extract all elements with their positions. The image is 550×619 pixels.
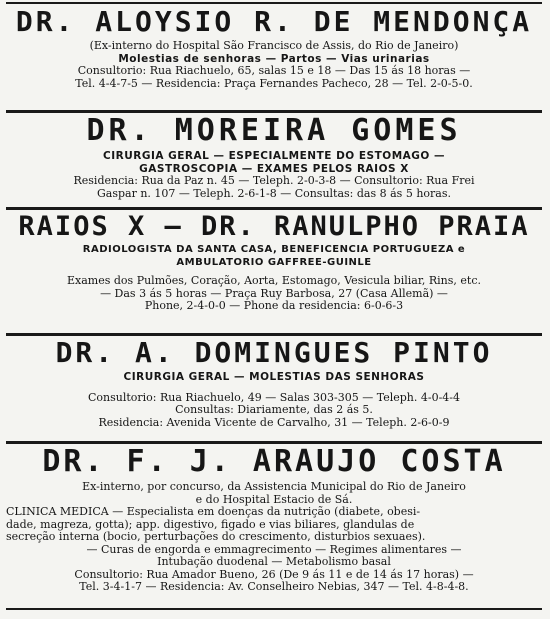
ad-line: Residencia: Avenida Vicente de Carvalho, 31 — Teleph. 2-6-0-9 [98, 415, 450, 429]
ad-line: CIRURGIA GERAL — ESPECIALMENTE DO ESTOMAGO — [103, 150, 445, 162]
divider [6, 608, 542, 610]
ad-title: RAIOS X — DR. RANULPHO PRAIA [18, 211, 530, 242]
ad-line: Tel. 3-4-1-7 — Residencia: Av. Conselheiro Nebias, 347 — Tel. 4-8-4-8. [79, 580, 469, 593]
ad-line: AMBULATORIO GAFFREE-GUINLE [176, 256, 372, 268]
ad-line: Consultorio: Rua Amador Bueno, 26 (De 9 ás 11 e de 14 ás 17 horas) — [74, 567, 474, 581]
ad-line: Phone, 2-4-0-0 — Phone da residencia: 6-0-6-3 [144, 299, 404, 312]
ad-title: DR. F. J. ARAUJO COSTA [42, 444, 506, 479]
ad-line: secreção interna (bocio, perturbações do crescimento, disturbios sexuaes). [6, 530, 426, 543]
ad-line: GASTROSCOPIA — EXAMES PELOS RAIOS X [139, 162, 409, 175]
ad-title: DR. ALOYSIO R. DE MENDONÇA [15, 5, 533, 38]
ad-line: (Ex-interno do Hospital São Francisco de Assis, do Rio de Janeiro) [89, 39, 459, 52]
ad-line: CIRURGIA GERAL — MOLESTIAS DAS SENHORAS [123, 371, 425, 383]
ad-line: — Curas de engorda e emmagrecimento — Regimes alimentares — [86, 542, 462, 556]
ad-line: Exames dos Pulmões, Coração, Aorta, Estomago, Vesicula biliar, Rins, etc. [67, 274, 481, 287]
divider [6, 2, 542, 4]
ad-line: Tel. 4-4-7-5 — Residencia: Praça Fernandes Pacheco, 28 — Tel. 2-0-5-0. [75, 76, 473, 90]
ad-moreira-gomes [6, 113, 542, 200]
ad-ranulpho-praia [6, 213, 542, 313]
ad-line: Consultorio: Rua Riachuelo, 49 — Salas 303-305 — Teleph. 4-0-4-4 [87, 390, 461, 404]
divider [6, 207, 542, 210]
ad-araujo-costa [6, 444, 542, 594]
ad-mendonca [6, 5, 542, 90]
ad-line: Consultas: Diariamente, das 2 ás 5. [175, 403, 373, 416]
ad-title: DR. A. DOMINGUES PINTO [55, 336, 493, 369]
ad-line: Ex-interno, por concurso, da Assistencia Municipal do Rio de Janeiro [82, 480, 466, 493]
ad-line: dade, magreza, gotta); app. digestivo, figado e vias biliares, glandulas de [6, 517, 415, 531]
ad-line: — Das 3 ás 5 horas — Praça Ruy Barbosa, 27 (Casa Allemã) — [100, 286, 448, 300]
ad-line: Intubação duodenal — Metabolismo basal [157, 555, 391, 568]
ad-line: RADIOLOGISTA DA SANTA CASA, BENEFICENCIA PORTUGUEZA e [82, 244, 466, 255]
ad-domingues-pinto [6, 336, 542, 429]
ad-line: Molestias de senhoras — Partos — Vias urinarias [118, 52, 430, 65]
ad-line: Consultorio: Rua Riachuelo, 65, salas 15 e 18 — Das 15 ás 18 horas — [77, 64, 471, 77]
ad-line: Residencia: Rua da Paz n. 45 — Teleph. 2-0-3-8 — Consultorio: Rua Frei [73, 174, 475, 187]
ad-line: CLINICA MEDICA — Especialista em doenças da nutrição (diabete, obesi- [6, 505, 421, 518]
ad-title: DR. MOREIRA GOMES [86, 113, 462, 148]
ad-line: Gaspar n. 107 — Teleph. 2-6-1-8 — Consultas: das 8 ás 5 horas. [97, 186, 451, 200]
ad-line: e do Hospital Estacio de Sá. [195, 492, 353, 506]
